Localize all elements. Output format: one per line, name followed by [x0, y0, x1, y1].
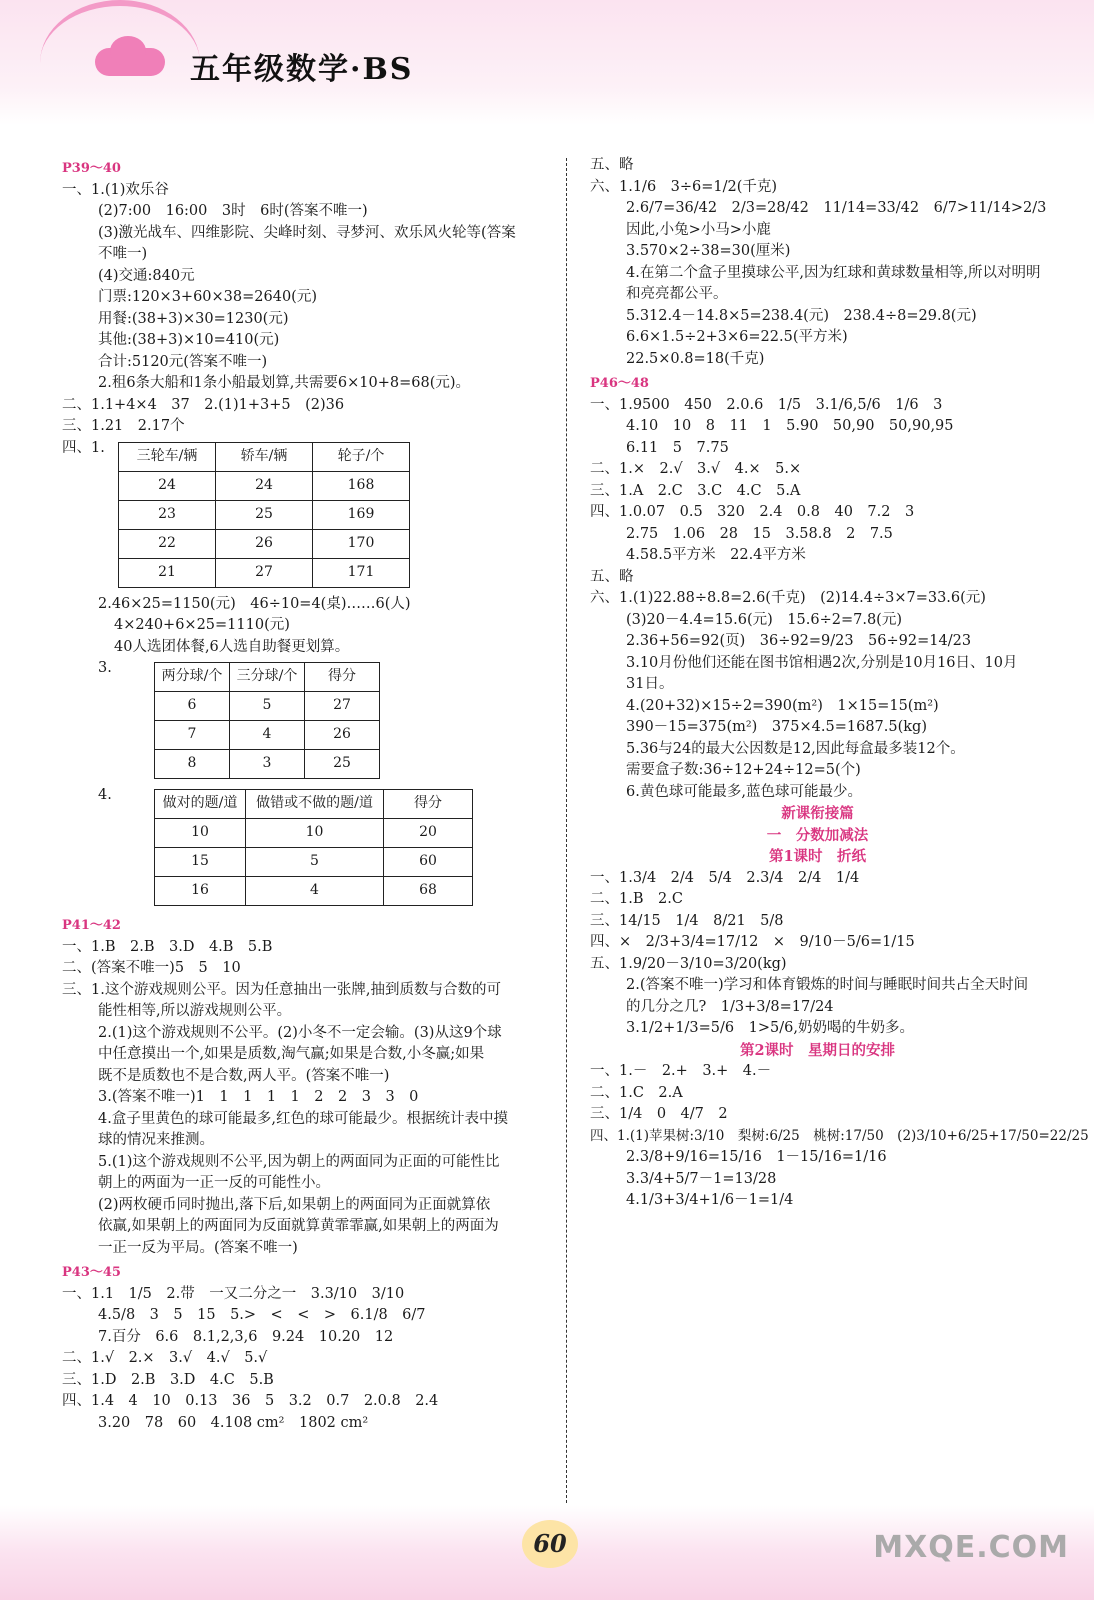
table-cell: 20: [384, 819, 473, 848]
answer-line: 三、1.这个游戏规则公平。因为任意抽出一张牌,抽到质数与合数的可: [62, 981, 501, 998]
answer-line: 因此,小兔>小马>小鹿: [626, 221, 771, 238]
table-cell: 4: [246, 877, 384, 906]
table-cell: 10: [155, 819, 246, 848]
wheels-table: [118, 442, 410, 588]
answer-line: 4.10 10 8 11 1 5.90 50,90 50,90,95: [626, 418, 954, 434]
table-cell: 6: [155, 692, 230, 721]
answer-line: 4×240+6×25=1110(元): [114, 617, 290, 633]
table-cell: 7: [155, 721, 230, 750]
table-cell: 27: [305, 692, 380, 721]
answer-line: 不唯一): [98, 246, 148, 262]
lesson-heading: 第1课时 折纸: [768, 848, 867, 865]
answer-line: 6.11 5 7.75: [626, 439, 729, 456]
answer-line: 三、14/15 1/4 8/21 5/8: [590, 912, 784, 929]
table-cell: 68: [384, 877, 473, 906]
answer-line: 其他:(38+3)×10=410(元): [98, 332, 280, 348]
answer-line: 3.3/4+5/7－1=13/28: [626, 1170, 777, 1187]
answer-line: 3.(答案不唯一)1 1 1 1 1 2 2 3 3 0: [98, 1089, 419, 1105]
answer-line: 7.百分 6.6 8.1,2,3,6 9.24 10.20 12: [98, 1328, 394, 1345]
question-label: 3.: [98, 660, 112, 676]
answer-line: 4.在第二个盒子里摸球公平,因为红球和黄球数量相等,所以对明明: [626, 264, 1041, 281]
answer-line: 三、1/4 0 4/7 2: [590, 1106, 728, 1122]
answer-line: 4.5/8 3 5 15 5.> < < > 6.1/8 6/7: [98, 1307, 426, 1323]
answer-line: 2.(1)这个游戏规则不公平。(2)小冬不一定会输。(3)从这9个球: [98, 1024, 502, 1041]
answer-line: 2.6/7=36/42 2/3=28/42 11/14=33/42 6/7>11/14>2/3: [626, 200, 1047, 216]
answer-line: 22.5×0.8=18(千克): [626, 350, 765, 367]
left-column: [62, 155, 552, 1434]
answer-line: 2.(答案不唯一)学习和体育锻炼的时间与睡眠时间共占全天时间: [626, 977, 1029, 993]
answer-line: 4.58.5平方米 22.4平方米: [626, 547, 806, 563]
table-cell: 8: [155, 750, 230, 779]
answer-line: 一、1.B 2.B 3.D 4.B 5.B: [62, 938, 273, 955]
section-heading: P43～45: [62, 1265, 121, 1280]
answer-line: 一、1.3/4 2/4 5/4 2.3/4 2/4 1/4: [590, 869, 860, 886]
answer-line: 五、略: [590, 157, 634, 173]
answer-line: 用餐:(38+3)×30=1230(元): [98, 310, 289, 327]
table-header: 三轮车/辆: [119, 442, 216, 471]
table-cell: 168: [313, 471, 410, 500]
table-cell: 4: [230, 721, 305, 750]
table-cell: 24: [216, 471, 313, 500]
table-header: 轿车/辆: [216, 442, 313, 471]
answer-line: 依赢,如果朝上的两面同为反面就算黄霏霏赢,如果朝上的两面为: [98, 1218, 499, 1234]
answer-line: 2.租6条大船和1条小船最划算,共需要6×10+8=68(元)。: [98, 375, 471, 391]
watermark: MXQE.COM: [873, 1530, 1069, 1565]
answer-line: (2)7:00 16:00 3时 6时(答案不唯一): [98, 203, 368, 219]
column-divider: [566, 158, 567, 1503]
answer-line: 二、1.× 2.√ 3.√ 4.× 5.×: [590, 461, 802, 477]
answer-line: 二、(答案不唯一)5 5 10: [62, 960, 241, 976]
table-cell: 16: [155, 877, 246, 906]
section-heading: P39～40: [62, 161, 121, 176]
answer-line: 三、1.21 2.17个: [62, 418, 185, 434]
answer-line: 4.盒子里黄色的球可能最多,红色的球可能最少。根据统计表中摸: [98, 1110, 508, 1127]
answer-line: 四、1.0.07 0.5 320 2.4 0.8 40 7.2 3: [590, 504, 915, 520]
answer-line: 和亮亮都公平。: [626, 286, 728, 302]
answer-line: 合计:5120元(答案不唯一): [98, 353, 268, 370]
answer-line: (3)激光战车、四维影院、尖峰时刻、寻梦河、欢乐风火轮等(答案: [98, 224, 516, 241]
page-header: [0, 0, 1094, 125]
right-column: [590, 155, 1089, 1212]
answer-line: 一、1.－ 2.+ 3.+ 4.－: [590, 1063, 772, 1079]
cloud-decoration-top: [110, 36, 146, 66]
answer-line: 3.20 78 60 4.108 cm² 1802 cm²: [98, 1414, 369, 1431]
answer-line: 三、1.D 2.B 3.D 4.C 5.B: [62, 1371, 274, 1388]
answer-line: 中任意摸出一个,如果是质数,淘气赢;如果是合数,小冬赢;如果: [98, 1046, 485, 1062]
table-cell: 24: [119, 471, 216, 500]
table-header: 得分: [305, 663, 380, 692]
answer-line: 3.1/2+1/3=5/6 1>5/6,奶奶喝的牛奶多。: [626, 1020, 914, 1036]
table-cell: 21: [119, 558, 216, 587]
answer-line: 4.(20+32)×15÷2=390(m²) 1×15=15(m²): [626, 697, 939, 714]
answer-line: 二、1.√ 2.× 3.√ 4.√ 5.√: [62, 1350, 268, 1366]
answer-line: 390－15=375(m²) 375×4.5=1687.5(kg): [626, 719, 927, 735]
answer-line: 五、1.9/20－3/10=3/20(kg): [590, 955, 787, 972]
lesson-heading: 第2课时 星期日的安排: [739, 1041, 896, 1059]
table-cell: 5: [230, 692, 305, 721]
page-number: 60: [522, 1520, 578, 1568]
answer-line: 一、1.9500 450 2.0.6 1/5 3.1/6,5/6 1/6 3: [590, 396, 943, 413]
table-header: 做错或不做的题/道: [246, 790, 384, 819]
table-cell: 10: [246, 819, 384, 848]
answer-line: (4)交通:840元: [98, 267, 195, 284]
answer-line: 3.10月份他们还能在图书馆相遇2次,分别是10月16日、10月: [626, 654, 1018, 671]
answer-line: 2.46×25=1150(元) 46÷10=4(桌)……6(人): [98, 595, 411, 612]
section-heading: P41～42: [62, 918, 121, 933]
answer-line: 四、1.4 4 10 0.13 36 5 3.2 0.7 2.0.8 2.4: [62, 1393, 439, 1409]
answer-line: 二、1.C 2.A: [590, 1084, 683, 1101]
quiz-score-table: [154, 789, 473, 906]
answer-line: 三、1.A 2.C 3.C 4.C 5.A: [590, 482, 801, 499]
answer-line: 5.36与24的最大公因数是12,因此每盒最多装12个。: [626, 740, 965, 757]
answer-line: 一正一反为平局。(答案不唯一): [98, 1239, 298, 1256]
answer-line: 2.36+56=92(页) 36÷92=9/23 56÷92=14/23: [626, 633, 972, 649]
answer-line: 既不是质数也不是合数,两人平。(答案不唯一): [98, 1067, 390, 1084]
answer-line: 六、1.1/6 3÷6=1/2(千克): [590, 178, 778, 195]
table-cell: 27: [216, 558, 313, 587]
answer-line: 一、1.1 1/5 2.带 一又二分之一 3.3/10 3/10: [62, 1285, 405, 1302]
answer-line: 5.(1)这个游戏规则不公平,因为朝上的两面同为正面的可能性比: [98, 1153, 500, 1170]
answer-line: 5.312.4－14.8×5=238.4(元) 238.4÷8=29.8(元): [626, 307, 977, 324]
answer-line: 二、1.1+4×4 37 2.(1)1+3+5 (2)36: [62, 396, 345, 413]
answer-line: 五、略: [590, 568, 634, 585]
table-cell: 3: [230, 750, 305, 779]
answer-line: 四、1.(1)苹果树:3/10 梨树:6/25 桃树:17/50 (2)3/10+6/25+17/50=22/25: [590, 1127, 1089, 1144]
answer-line: 2.75 1.06 28 15 3.58.8 2 7.5: [626, 525, 893, 542]
answer-line: 门票:120×3+60×38=2640(元): [98, 289, 318, 305]
answer-line: (3)20－4.4=15.6(元) 15.6÷2=7.8(元): [626, 611, 902, 628]
table-cell: 60: [384, 848, 473, 877]
answer-line: 31日。: [626, 676, 674, 692]
answer-line: 6.黄色球可能最多,蓝色球可能最少。: [626, 783, 862, 800]
table-cell: 170: [313, 529, 410, 558]
table-cell: 15: [155, 848, 246, 877]
answer-line: 球的情况来推测。: [98, 1132, 214, 1148]
table-cell: 25: [305, 750, 380, 779]
answer-line: 六、1.(1)22.88÷8.8=2.6(千克) (2)14.4÷3×7=33.6(元): [590, 590, 986, 606]
table-header: 三分球/个: [230, 663, 305, 692]
answer-line: 40人选团体餐,6人选自助餐更划算。: [114, 638, 350, 655]
unit-heading: 一 分数加减法: [766, 826, 869, 844]
subsection-heading: 新课衔接篇: [781, 805, 854, 822]
answer-line: 3.570×2÷38=30(厘米): [626, 243, 791, 259]
answer-line: 能性相等,所以游戏规则公平。: [98, 1003, 292, 1019]
table-cell: 22: [119, 529, 216, 558]
answer-line: 4.1/3+3/4+1/6－1=1/4: [626, 1192, 794, 1208]
table-header: 做对的题/道: [155, 790, 246, 819]
answer-line: 二、1.B 2.C: [590, 891, 683, 907]
table-header: 得分: [384, 790, 473, 819]
question-label: 4.: [98, 787, 112, 803]
table-header: 两分球/个: [155, 663, 230, 692]
table-cell: 169: [313, 500, 410, 529]
table-cell: 25: [216, 500, 313, 529]
table-cell: 26: [305, 721, 380, 750]
page-title: 五年级数学·BS: [190, 52, 414, 87]
answer-line: 四、× 2/3+3/4=17/12 × 9/10－5/6=1/15: [590, 934, 915, 950]
answer-line: 需要盒子数:36÷12+24÷12=5(个): [626, 762, 861, 778]
answer-line: 的几分之几? 1/3+3/8=17/24: [626, 998, 834, 1015]
table-cell: 171: [313, 558, 410, 587]
answer-line: 6.6×1.5÷2+3×6=22.5(平方米): [626, 329, 848, 345]
answer-line: 朝上的两面为一正一反的可能性小。: [98, 1175, 330, 1191]
table-cell: 5: [246, 848, 384, 877]
answer-line: 2.3/8+9/16=15/16 1－15/16=1/16: [626, 1149, 887, 1165]
ball-score-table: [154, 662, 380, 779]
answer-line: 一、1.(1)欢乐谷: [62, 181, 169, 198]
table-cell: 23: [119, 500, 216, 529]
section-heading: P46～48: [590, 376, 649, 391]
answer-line: 四、1.: [62, 439, 105, 456]
table-header: 轮子/个: [313, 442, 410, 471]
table-cell: 26: [216, 529, 313, 558]
answer-line: (2)两枚硬币同时抛出,落下后,如果朝上的两面同为正面就算依: [98, 1196, 491, 1213]
